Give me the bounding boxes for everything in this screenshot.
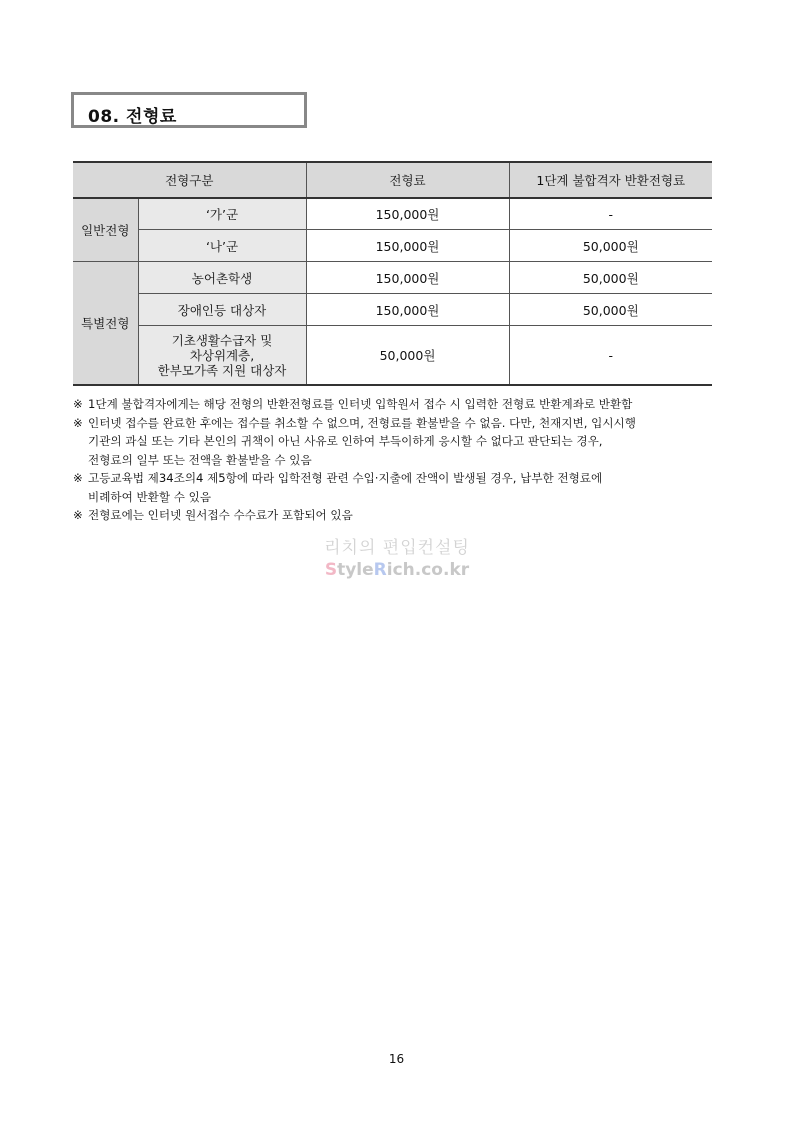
row-fee: 50,000원 bbox=[306, 326, 509, 386]
notes-section bbox=[73, 395, 723, 525]
row-refund: - bbox=[509, 198, 712, 230]
row-label: 장애인등 대상자 bbox=[138, 294, 306, 326]
table-row bbox=[73, 294, 712, 326]
reference-mark: ※ bbox=[73, 508, 83, 522]
row-fee: 150,000원 bbox=[306, 294, 509, 326]
row-fee: 150,000원 bbox=[306, 198, 509, 230]
watermark-line2 bbox=[322, 560, 472, 580]
note-item bbox=[73, 414, 723, 470]
watermark-part: tyle bbox=[337, 560, 374, 580]
row-refund: - bbox=[509, 326, 712, 386]
watermark-r: R bbox=[373, 560, 387, 580]
header-category: 전형구분 bbox=[73, 162, 306, 198]
note-text: 1단계 불합격자에게는 해당 전형의 반환전형료를 인터넷 입학원서 접수 시 입력한 전형료 반환계좌로 반환함 bbox=[88, 397, 633, 411]
row-label: ‘나’군 bbox=[138, 230, 306, 262]
section-title: 08. 전형료 bbox=[88, 107, 177, 127]
note-item bbox=[73, 395, 723, 414]
row-label-multiline bbox=[138, 326, 306, 386]
note-item bbox=[73, 469, 723, 506]
note-text: 전형료에는 인터넷 원서접수 수수료가 포함되어 있음 bbox=[88, 508, 353, 522]
table-row bbox=[73, 262, 712, 294]
table-row bbox=[73, 198, 712, 230]
fee-table bbox=[73, 161, 712, 386]
row-label: 농어촌학생 bbox=[138, 262, 306, 294]
watermark-part: ich.co.kr bbox=[386, 560, 470, 580]
note-text: 인터넷 접수를 완료한 후에는 접수를 취소할 수 없으며, 전형료를 환불받을 수 없음. 다만, 천재지변, 입시시행 bbox=[88, 415, 636, 430]
row-label-line: 한부모가족 지원 대상자 bbox=[157, 362, 287, 378]
header-refund: 1단계 불합격자 반환전형료 bbox=[509, 162, 712, 198]
group-general: 일반전형 bbox=[73, 198, 138, 262]
row-label: ‘가’군 bbox=[138, 198, 306, 230]
table-row bbox=[73, 326, 712, 386]
row-label-line: 차상위계층, bbox=[189, 347, 255, 363]
reference-mark: ※ bbox=[73, 471, 83, 485]
note-text: 전형료의 일부 또는 전액을 환불받을 수 있음 bbox=[88, 452, 312, 467]
watermark-line1: 리치의 편입컨설팅 bbox=[324, 538, 470, 558]
note-text: 기관의 과실 또는 기타 본인의 귀책이 아닌 사유로 인하여 부득이하게 응시할 수 없다고 판단되는 경우, bbox=[88, 434, 603, 448]
section-heading-box bbox=[71, 92, 307, 128]
row-fee: 150,000원 bbox=[306, 262, 509, 294]
watermark-s: S bbox=[324, 560, 338, 580]
table-header-row bbox=[73, 162, 712, 198]
group-special: 특별전형 bbox=[73, 262, 138, 386]
row-label-line: 기초생활수급자 및 bbox=[171, 332, 273, 348]
row-refund: 50,000원 bbox=[509, 230, 712, 262]
note-text: 고등교육법 제34조의4 제5항에 따라 입학전형 관련 수입·지출에 잔액이 발생될 경우, 납부한 전형료에 bbox=[88, 471, 603, 485]
table-row bbox=[73, 230, 712, 262]
reference-mark: ※ bbox=[73, 397, 83, 411]
row-refund: 50,000원 bbox=[509, 294, 712, 326]
page-number: 16 bbox=[388, 1052, 405, 1066]
note-text: 비례하여 반환할 수 있음 bbox=[88, 489, 212, 504]
note-item bbox=[73, 506, 723, 525]
row-refund: 50,000원 bbox=[509, 262, 712, 294]
row-fee: 150,000원 bbox=[306, 230, 509, 262]
reference-mark: ※ bbox=[73, 415, 83, 430]
watermark bbox=[322, 533, 472, 580]
header-fee: 전형료 bbox=[306, 162, 509, 198]
